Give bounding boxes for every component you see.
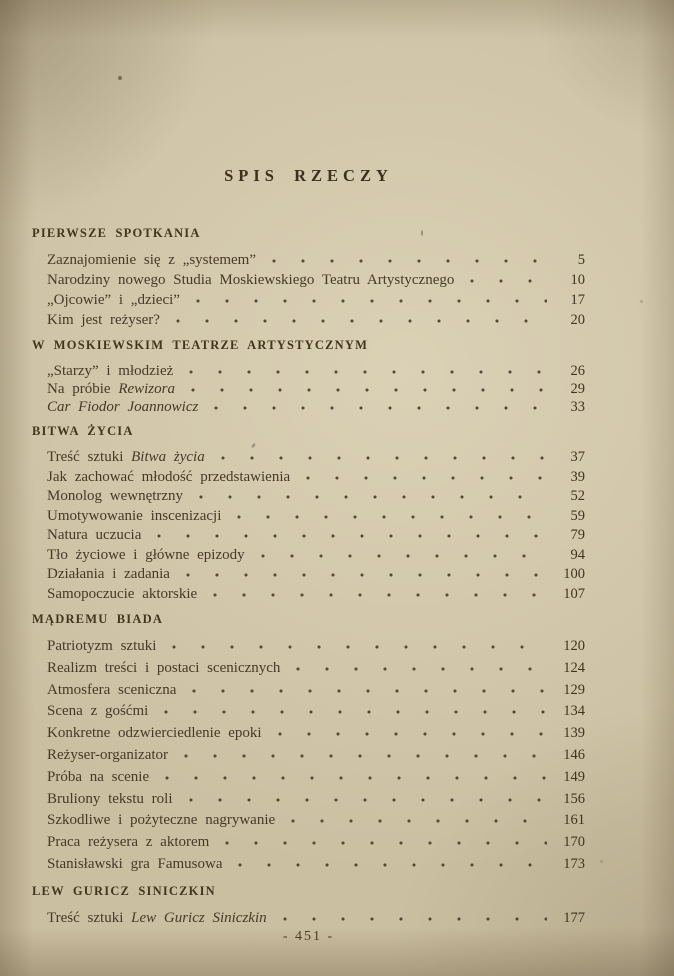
toc-entry — [47, 398, 585, 416]
dot-leader — [290, 666, 547, 672]
toc-entry — [47, 854, 585, 876]
dot-leader — [159, 775, 547, 781]
entry-title: Narodziny nowego Studia Moskiewskiego Teatru Artystycznego — [47, 272, 455, 288]
entry-page-number: 26 — [570, 363, 585, 379]
toc-entry — [47, 789, 585, 811]
toc-entry — [47, 701, 585, 723]
section-entries — [32, 250, 585, 330]
toc-entry — [47, 290, 585, 310]
section-heading: LEW GURICZ SINICZKIN — [32, 883, 216, 898]
entry-title: Stanisławski gra Famusowa — [47, 855, 223, 872]
section-heading: BITWA ŻYCIA — [32, 424, 134, 438]
toc-entry — [47, 546, 585, 566]
entry-page-number: 59 — [570, 507, 585, 524]
entry-title: Atmosfera sceniczna — [47, 681, 177, 698]
entry-title: Działania i zadania — [47, 566, 170, 582]
entry-page-number: 156 — [563, 790, 585, 807]
dot-leader — [231, 514, 547, 520]
section-entries — [32, 362, 585, 416]
scan-speck — [640, 300, 643, 303]
toc-entry — [47, 658, 585, 680]
entry-page-number: 120 — [563, 638, 585, 654]
dot-leader — [215, 455, 547, 461]
dot-leader — [255, 553, 547, 559]
dot-leader — [170, 318, 547, 324]
dot-leader — [285, 818, 547, 824]
dot-leader — [183, 797, 548, 803]
entry-title: Natura uczucia — [47, 527, 142, 543]
toc-section — [32, 612, 585, 876]
dot-leader — [208, 405, 547, 411]
entry-page-number: 149 — [563, 768, 585, 785]
dot-leader — [166, 644, 547, 650]
dot-leader — [178, 753, 547, 759]
entry-page-number: 124 — [563, 659, 585, 676]
entry-page-number: 33 — [570, 399, 585, 415]
section-heading: W MOSKIEWSKIM TEATRZE ARTYSTYCZNYM — [32, 338, 369, 352]
entry-page-number: 29 — [570, 381, 585, 397]
dot-leader — [464, 278, 547, 284]
entry-page-number: 161 — [563, 812, 585, 829]
entry-page-number: 37 — [570, 449, 585, 465]
entry-title: Treść sztuki Lew Guricz Siniczkin — [47, 909, 267, 926]
scan-speck — [118, 76, 122, 80]
entry-page-number: 17 — [570, 292, 585, 308]
entry-page-number: 146 — [563, 746, 585, 763]
dot-leader — [185, 387, 547, 393]
entry-title: Praca reżysera z aktorem — [47, 834, 210, 851]
dot-leader — [232, 862, 547, 868]
dot-leader — [158, 709, 547, 715]
page-number: - 451 - — [282, 929, 335, 944]
entry-page-number: 129 — [563, 681, 585, 698]
entry-page-number: 173 — [563, 855, 585, 872]
entry-page-number: 134 — [563, 703, 585, 720]
entry-page-number: 10 — [570, 272, 585, 288]
toc-section — [32, 338, 585, 416]
entry-page-number: 39 — [570, 468, 585, 485]
toc-entry — [47, 908, 585, 928]
entry-title: Car Fiodor Joannowicz — [47, 399, 199, 415]
entry-title: Samopoczucie aktorskie — [47, 585, 198, 602]
table-of-contents — [32, 226, 585, 928]
entry-title: Próba na scenie — [47, 768, 150, 785]
entry-page-number: 5 — [577, 252, 585, 268]
toc-entry — [47, 310, 585, 330]
dot-leader — [207, 592, 547, 598]
toc-section — [32, 884, 585, 928]
toc-entry — [47, 680, 585, 702]
entry-title: Na próbie Rewizora — [47, 381, 175, 397]
dot-leader — [193, 494, 547, 500]
toc-entry — [47, 723, 585, 745]
dot-leader — [300, 475, 547, 481]
dot-leader — [219, 840, 547, 846]
scan-speck — [600, 860, 603, 863]
entry-title: Zaznajomienie się z „systemem” — [47, 252, 256, 268]
dot-leader — [272, 731, 547, 737]
dot-leader — [180, 572, 547, 578]
toc-entry — [47, 767, 585, 789]
section-heading: PIERWSZE SPOTKANIA — [32, 226, 201, 240]
entry-page-number: 79 — [570, 527, 585, 543]
dot-leader — [277, 916, 547, 922]
entry-title: Bruliony tekstu roli — [47, 790, 173, 807]
dot-leader — [190, 298, 547, 304]
entry-title: Tło życiowe i główne epizody — [47, 546, 245, 563]
toc-entry — [47, 468, 585, 488]
scan-speck — [421, 230, 423, 236]
dot-leader — [151, 533, 547, 539]
section-entries — [32, 908, 585, 928]
entry-page-number: 139 — [563, 725, 585, 742]
toc-entry — [47, 250, 585, 270]
entry-title: Patriotyzm sztuki — [47, 638, 157, 654]
entry-page-number: 94 — [570, 546, 585, 563]
entry-title: Umotywowanie inscenizacji — [47, 507, 222, 524]
entry-page-number: 177 — [563, 909, 585, 926]
entry-title: „Starzy” i młodzież — [47, 363, 174, 379]
toc-section — [32, 226, 585, 330]
entry-title: Scena z gośćmi — [47, 703, 149, 720]
toc-entry — [47, 270, 585, 290]
dot-leader — [266, 258, 547, 264]
toc-entry — [47, 565, 585, 585]
entry-title: Konkretne odzwierciedlenie epoki — [47, 725, 262, 742]
toc-entry — [47, 526, 585, 546]
entry-page-number: 170 — [563, 834, 585, 851]
entry-title: Treść sztuki Bitwa życia — [47, 449, 205, 465]
toc-entry — [47, 745, 585, 767]
entry-page-number: 100 — [563, 566, 585, 582]
entry-title: Jak zachować młodość przedstawienia — [47, 468, 291, 485]
entry-title: Monolog wewnętrzny — [47, 488, 184, 504]
toc-section — [32, 424, 585, 604]
toc-entry — [47, 487, 585, 507]
entry-title: Reżyser-organizator — [47, 746, 169, 763]
section-entries — [32, 448, 585, 604]
entry-page-number: 107 — [563, 585, 585, 602]
toc-entry — [47, 585, 585, 605]
toc-entry — [47, 636, 585, 658]
toc-entry — [47, 362, 585, 380]
toc-entry — [47, 832, 585, 854]
page-title: SPIS RZECZY — [224, 166, 393, 185]
entry-page-number: 20 — [570, 312, 585, 328]
dot-leader — [183, 369, 547, 375]
entry-page-number: 52 — [570, 488, 585, 504]
entry-title: Szkodliwe i pożyteczne nagrywanie — [47, 812, 276, 829]
toc-entry — [47, 507, 585, 527]
entry-title: „Ojcowie” i „dzieci” — [47, 292, 180, 308]
section-entries — [32, 636, 585, 876]
toc-entry — [47, 810, 585, 832]
dot-leader — [186, 688, 547, 694]
toc-entry — [47, 448, 585, 468]
section-heading: MĄDREMU BIADA — [32, 612, 164, 626]
toc-entry — [47, 380, 585, 398]
entry-title: Realizm treści i postaci scenicznych — [47, 659, 281, 676]
entry-title: Kim jest reżyser? — [47, 312, 160, 328]
